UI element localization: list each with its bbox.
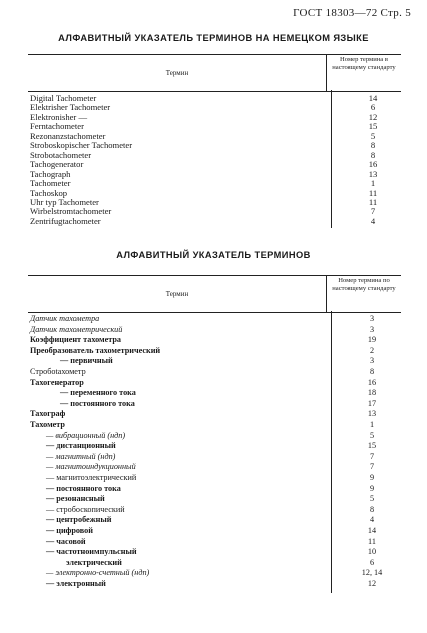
- term-name: Преобразователь тахометрический: [30, 345, 161, 355]
- term-number: 1: [370, 178, 376, 189]
- term-number: 18: [367, 388, 377, 398]
- term-row: [30, 505, 401, 515]
- term-name: Strobotachometer: [30, 149, 92, 160]
- term-name: — магнитный (ндп): [46, 451, 116, 461]
- term-number: 11: [368, 196, 378, 207]
- term-name: — центробежный: [46, 515, 112, 525]
- german-col-term: Термин: [28, 55, 327, 91]
- term-number: 13: [368, 168, 378, 179]
- term-number: 8: [369, 504, 375, 514]
- term-name: — стробоскопический: [46, 504, 125, 514]
- term-name: Stroboskopischer Tachometer: [30, 140, 133, 151]
- term-row: [30, 431, 401, 441]
- term-name: Ferntachometer: [30, 121, 84, 132]
- term-name: Датчик тахометрический: [30, 324, 123, 334]
- russian-table-header: [28, 275, 401, 313]
- term-row: [30, 579, 401, 589]
- term-number: 15: [368, 121, 378, 132]
- russian-index-title: АЛФАВИТНЫЙ УКАЗАТЕЛЬ ТЕРМИНОВ: [116, 250, 311, 260]
- term-number: 6: [370, 102, 376, 113]
- term-number: 13: [367, 409, 377, 419]
- term-row: [30, 346, 401, 356]
- term-row: [30, 547, 401, 557]
- term-number: 3: [369, 324, 375, 334]
- term-name: — часовой: [46, 536, 86, 546]
- term-row: [30, 314, 401, 324]
- german-index-title: АЛФАВИТНЫЙ УКАЗАТЕЛЬ ТЕРМИНОВ НА НЕМЕЦКОМ ЯЗЫКЕ: [58, 33, 369, 43]
- term-row: [30, 515, 401, 525]
- term-number: 9: [369, 483, 375, 493]
- term-name: — постоянного тока: [60, 398, 135, 408]
- term-number: 3: [369, 356, 375, 366]
- term-row: [30, 473, 401, 483]
- term-row: [30, 558, 401, 568]
- russian-col-term: Термин: [28, 276, 327, 312]
- term-number: 5: [369, 430, 375, 440]
- term-row: [30, 216, 401, 226]
- term-name: Elektrisher Tachometer: [30, 102, 111, 113]
- term-number: 1: [369, 420, 375, 429]
- term-number: 7: [369, 462, 375, 472]
- term-row: [30, 399, 401, 409]
- term-row: [30, 462, 401, 472]
- term-number: 2: [369, 345, 375, 355]
- term-number: 4: [369, 515, 375, 525]
- term-row: [30, 388, 401, 398]
- term-row: [30, 537, 401, 547]
- term-number: 10: [367, 547, 377, 557]
- term-name: — цифровой: [46, 526, 93, 535]
- term-row: [30, 335, 401, 345]
- term-name: Датчик тахометра: [30, 314, 100, 323]
- term-row: [30, 367, 401, 377]
- term-row: [30, 420, 401, 430]
- term-number: 14: [368, 93, 378, 103]
- term-row: [30, 409, 401, 419]
- term-name: Стробоtахометр: [30, 367, 86, 376]
- term-name: Uhr typ Tachometer: [30, 196, 99, 207]
- term-name: — вибрационный (ндп): [46, 430, 126, 440]
- term-row: [30, 325, 401, 335]
- term-number: 4: [370, 215, 376, 226]
- term-number: 7: [369, 451, 375, 461]
- russian-col-num: Номер термина по настоящему стандарту: [332, 277, 396, 292]
- term-name: Digital Tachometer: [30, 93, 97, 103]
- term-row: [30, 494, 401, 504]
- term-name: Тахограф: [30, 409, 66, 419]
- term-name: Тахогенератор: [30, 377, 84, 387]
- term-row: [30, 356, 401, 366]
- term-number: 8: [370, 149, 376, 160]
- term-number: 11: [368, 536, 376, 546]
- term-row: [30, 568, 401, 578]
- term-row: [30, 484, 401, 494]
- term-number: 5: [370, 130, 376, 141]
- term-name: Tachograph: [30, 168, 71, 179]
- term-number: 11: [368, 187, 378, 198]
- german-col-num: Номер термина в настоящему стандарту: [332, 56, 396, 71]
- german-table-header: [28, 54, 401, 92]
- term-name: — электронный: [46, 579, 106, 588]
- term-number: 5: [369, 494, 375, 504]
- term-name: — переменного тока: [60, 388, 136, 398]
- page-header: ГОСТ 18303—72 Стр. 5: [293, 7, 411, 19]
- term-row: [30, 452, 401, 462]
- term-name: — частотноимпульсный: [46, 547, 137, 557]
- term-name: Tachoskop: [30, 187, 68, 198]
- term-name: Wirbelstromtachometer: [30, 206, 112, 217]
- term-number: 8: [369, 367, 375, 376]
- term-name: Zentrifugtachometer: [30, 215, 101, 226]
- term-name: Тахометр: [30, 420, 65, 429]
- term-number: 16: [367, 377, 377, 387]
- term-number: 9: [369, 473, 375, 482]
- term-name: Elektronisher —: [30, 111, 88, 122]
- term-name: — первичный: [60, 356, 113, 366]
- term-row: [30, 526, 401, 536]
- term-name: — магнитоэлектрический: [46, 473, 137, 482]
- term-name: — дистанционный: [46, 441, 116, 451]
- term-name: — магнитоиндукционный: [46, 462, 136, 472]
- term-name: Tachogenerator: [30, 159, 84, 170]
- term-name: Коэффициент тахометра: [30, 335, 122, 345]
- term-number: 19: [367, 335, 377, 345]
- term-number: 17: [367, 398, 377, 408]
- term-number: 14: [367, 526, 377, 535]
- term-number: 16: [368, 159, 378, 170]
- term-number: 8: [370, 140, 376, 151]
- term-name: Rezonanzstachometer: [30, 130, 106, 141]
- term-number: 7: [370, 206, 376, 217]
- term-row: [30, 441, 401, 451]
- term-number: 12: [368, 111, 378, 122]
- term-row: [30, 378, 401, 388]
- term-number: 3: [369, 314, 375, 323]
- term-name: — резонансный: [46, 494, 105, 504]
- term-name: электрический: [66, 557, 122, 567]
- term-number: 15: [367, 441, 377, 451]
- term-number: 12, 14: [361, 568, 383, 578]
- term-name: Tachometer: [30, 178, 71, 189]
- term-name: — электронно-счетный (ндп): [46, 568, 150, 578]
- term-number: 6: [369, 557, 375, 567]
- term-number: 12: [367, 579, 377, 588]
- term-name: — постоянного тока: [46, 483, 121, 493]
